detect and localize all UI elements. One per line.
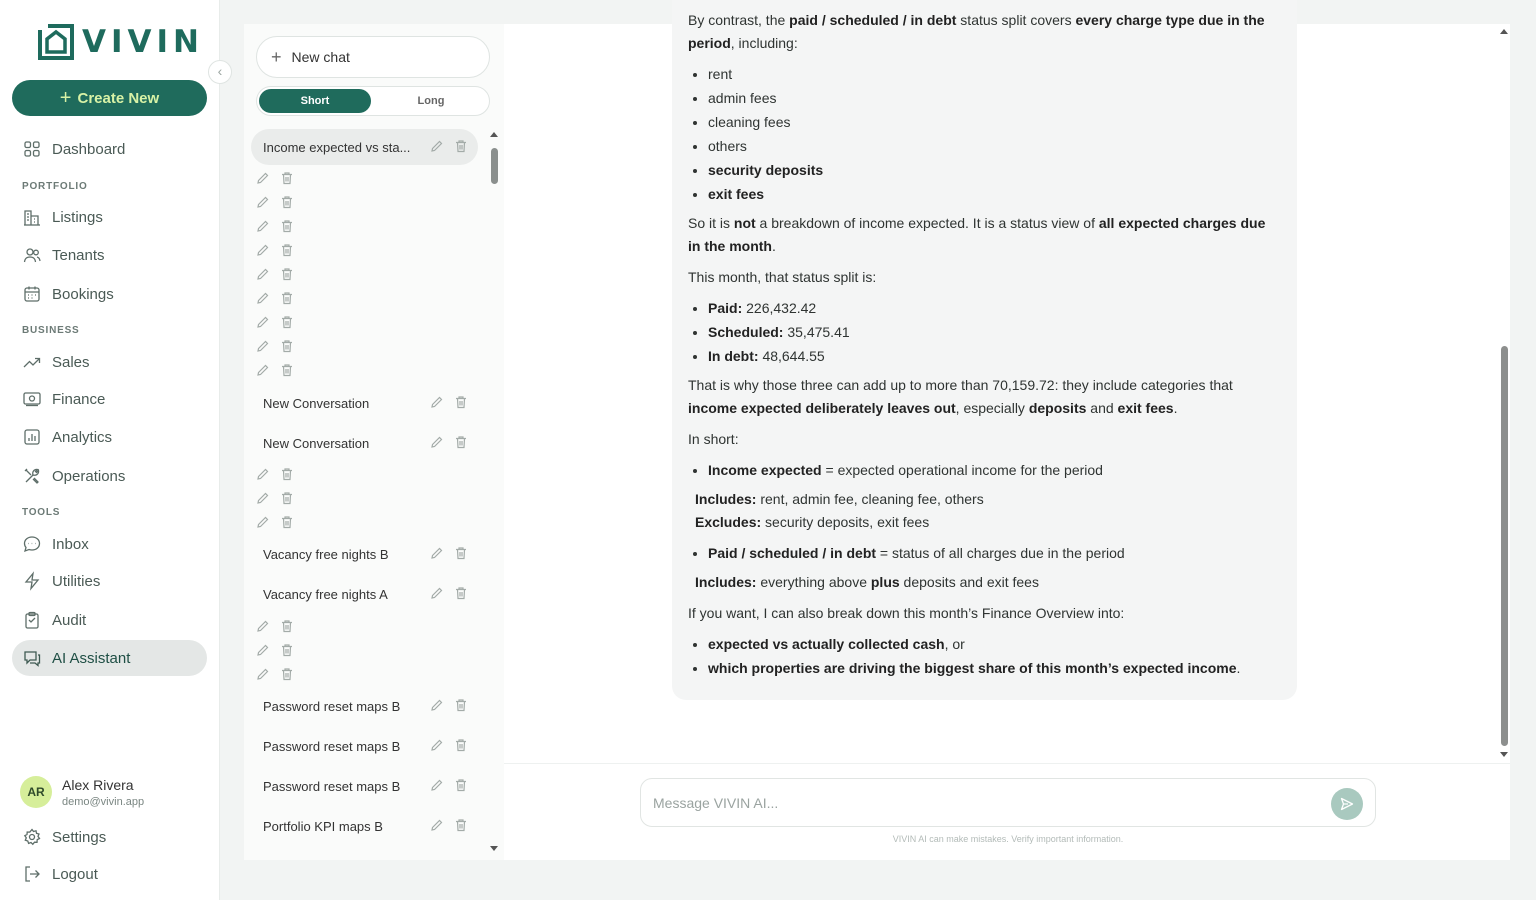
edit-icon[interactable] [256, 363, 270, 377]
trend-up-icon [23, 353, 41, 371]
vivin-logo[interactable] [36, 22, 204, 62]
edit-icon[interactable] [256, 291, 270, 305]
sidebar-item-dashboard[interactable] [12, 131, 207, 167]
sidebar-item-label: AI Assistant [52, 649, 131, 667]
edit-icon[interactable] [430, 435, 444, 449]
edit-icon[interactable] [256, 267, 270, 281]
trash-icon[interactable] [280, 619, 294, 633]
untitled-conversation-row[interactable] [256, 667, 294, 683]
ai-disclaimer: VIVIN AI can make mistakes. Verify important information. [892, 834, 1124, 844]
conversation-item[interactable] [251, 129, 478, 165]
trash-icon[interactable] [454, 139, 468, 153]
conversation-item[interactable] [251, 728, 478, 764]
logo-house-icon [36, 22, 76, 62]
edit-icon[interactable] [430, 738, 444, 752]
assistant-message [672, 0, 1297, 700]
status-scheduled: • Scheduled: 35,475.41 [708, 321, 1281, 344]
conversation-list-scrollbar[interactable] [490, 132, 498, 852]
sidebar-item-sales[interactable] [12, 344, 207, 380]
sidebar-item-audit[interactable] [12, 602, 207, 638]
edit-icon[interactable] [430, 586, 444, 600]
untitled-conversation-row[interactable] [256, 467, 294, 483]
conversation-item[interactable] [251, 808, 478, 844]
sidebar-item-label: Audit [52, 611, 87, 629]
chat-main [504, 12, 1510, 860]
sidebar-item-listings[interactable] [12, 199, 207, 235]
chevron-left-icon: ‹ [217, 63, 223, 79]
settings-label: Settings [52, 828, 107, 846]
edit-icon[interactable] [256, 339, 270, 353]
sidebar-item-finance[interactable] [12, 381, 207, 417]
message-composer [640, 778, 1376, 827]
clipboard-icon [23, 611, 41, 629]
trash-icon[interactable] [280, 339, 294, 353]
trash-icon[interactable] [280, 243, 294, 257]
send-button[interactable] [1331, 788, 1363, 820]
list-item: • Income expected = expected operational income for the period [708, 459, 1281, 482]
trash-icon[interactable] [454, 546, 468, 560]
scrollbar-thumb[interactable] [1501, 346, 1508, 746]
sidebar-item-utilities[interactable] [12, 563, 207, 599]
includes-block: Includes: everything above plus deposits and exit fees [695, 574, 1039, 590]
sidebar-item-label: Sales [52, 353, 90, 371]
list-item: • expected vs actually collected cash, or [708, 633, 1281, 656]
list-item: • which properties are driving the biggest share of this month’s expected income. [708, 657, 1281, 680]
edit-icon[interactable] [256, 467, 270, 481]
message-paragraph: If you want, I can also break down this month’s Finance Overview into: [688, 605, 1125, 621]
message-paragraph: By contrast, the paid / scheduled / in debt status split covers every charge type due in the period, including: [688, 12, 1265, 51]
message-scrollbar[interactable] [1498, 24, 1510, 764]
edit-icon[interactable] [256, 643, 270, 657]
untitled-conversation-row[interactable] [256, 619, 294, 635]
chat-bubble-icon [23, 535, 41, 553]
trash-icon[interactable] [280, 267, 294, 281]
conversation-title: Income expected vs sta... [263, 139, 411, 155]
conversation-title: New Conversation [263, 435, 370, 451]
conversation-title: Password reset maps B [263, 778, 401, 794]
toggle-short[interactable]: Short [259, 89, 371, 113]
sidebar-item-bookings[interactable] [12, 276, 207, 312]
conversation-title: Vacancy free nights B [263, 546, 389, 562]
conversation-item[interactable] [251, 688, 478, 724]
plus-icon: + [271, 47, 282, 67]
send-icon [1340, 797, 1354, 811]
trash-icon[interactable] [454, 698, 468, 712]
conversation-item[interactable] [251, 385, 478, 421]
untitled-conversation-row[interactable] [256, 643, 294, 659]
edit-icon[interactable] [256, 243, 270, 257]
logo-wordmark: VIVIN [82, 24, 204, 60]
toggle-long[interactable]: Long [417, 95, 445, 107]
conversation-title: Vacancy free nights A [263, 586, 388, 602]
conversation-item[interactable] [251, 768, 478, 804]
list-item [708, 0, 1281, 3]
includes-excludes-block: Includes: rent, admin fee, cleaning fee, others Excludes: security deposits, exit fees [695, 491, 984, 530]
user-profile[interactable] [20, 776, 144, 808]
untitled-conversation-row[interactable] [256, 315, 294, 331]
edit-icon[interactable] [256, 515, 270, 529]
edit-icon[interactable] [430, 395, 444, 409]
gear-icon [23, 828, 41, 846]
untitled-conversation-row[interactable] [256, 491, 294, 507]
untitled-conversation-row[interactable] [256, 291, 294, 307]
users-icon [23, 246, 41, 264]
scroll-down-arrow-icon[interactable] [1500, 752, 1508, 757]
message-paragraph: In short: [688, 431, 739, 447]
list-item: • others [708, 135, 1281, 158]
edit-icon[interactable] [256, 491, 270, 505]
trash-icon[interactable] [280, 195, 294, 209]
untitled-conversation-row[interactable] [256, 339, 294, 355]
edit-icon[interactable] [430, 818, 444, 832]
list-item: • cleaning fees [708, 111, 1281, 134]
conversation-item[interactable] [251, 576, 478, 612]
sidebar-item-label: Tenants [52, 246, 105, 264]
response-length-toggle [256, 86, 490, 116]
edit-icon[interactable] [430, 546, 444, 560]
sidebar-item-label: Inbox [52, 535, 89, 553]
list-item: • rent [708, 63, 1281, 86]
trash-icon[interactable] [280, 643, 294, 657]
trash-icon[interactable] [280, 467, 294, 481]
edit-icon[interactable] [430, 139, 444, 153]
untitled-conversation-row[interactable] [256, 195, 294, 211]
scrollbar-thumb[interactable] [491, 148, 498, 184]
plus-icon: + [59, 87, 72, 109]
conversation-list-panel [244, 24, 504, 860]
sidebar-item-label: Finance [52, 390, 106, 408]
list-item: • security deposits [708, 159, 1281, 182]
sidebar-item-inbox[interactable] [12, 526, 207, 562]
tools-icon [23, 467, 41, 485]
sidebar-item-operations[interactable] [12, 458, 207, 494]
new-chat-button[interactable] [256, 36, 490, 78]
trash-icon[interactable] [280, 171, 294, 185]
user-name: Alex Rivera [62, 776, 134, 793]
conversation-item[interactable] [251, 425, 478, 461]
edit-icon[interactable] [256, 619, 270, 633]
sidebar-item-label: Listings [52, 208, 103, 226]
untitled-conversation-row[interactable] [256, 515, 294, 531]
trash-icon[interactable] [280, 667, 294, 681]
scroll-up-arrow-icon[interactable] [490, 132, 498, 137]
scroll-up-arrow-icon[interactable] [1500, 29, 1508, 34]
untitled-conversation-row[interactable] [256, 267, 294, 283]
banknote-icon [23, 390, 41, 408]
edit-icon[interactable] [256, 315, 270, 329]
message-paragraph: That is why those three can add up to more than 70,159.72: they include categories that income expected deliberately leaves out, especially deposits and exit fees. [688, 377, 1233, 416]
trash-icon[interactable] [280, 491, 294, 505]
calendar-icon [23, 285, 41, 303]
grid-icon [23, 140, 41, 158]
conversation-item[interactable] [251, 536, 478, 572]
untitled-conversation-row[interactable] [256, 243, 294, 259]
scroll-down-arrow-icon[interactable] [490, 846, 498, 851]
user-email: demo@vivin.app [62, 795, 145, 808]
edit-icon[interactable] [256, 667, 270, 681]
section-label-portfolio: PORTFOLIO [22, 181, 88, 192]
edit-icon[interactable] [256, 171, 270, 185]
lightning-icon [23, 572, 41, 590]
status-in-debt: • In debt: 48,644.55 [708, 345, 1281, 368]
status-paid: • Paid: 226,432.42 [708, 297, 1281, 320]
avatar: AR [20, 776, 52, 808]
trash-icon[interactable] [454, 738, 468, 752]
logout-link[interactable] [12, 856, 207, 892]
edit-icon[interactable] [430, 698, 444, 712]
sidebar-item-label: Dashboard [52, 140, 126, 158]
conversation-title: New Conversation [263, 395, 370, 411]
list-item: • admin fees [708, 87, 1281, 110]
list-item: • Paid / scheduled / in debt = status of all charges due in the period [708, 542, 1281, 565]
conversation-title: Password reset maps B [263, 698, 401, 714]
list-item: • exit fees [708, 183, 1281, 206]
message-paragraph: So it is not a breakdown of income expected. It is a status view of all expected charges due in the month. [688, 215, 1266, 254]
main-sidebar [0, 0, 220, 900]
logout-icon [23, 865, 41, 883]
trash-icon[interactable] [280, 315, 294, 329]
sidebar-item-label: Utilities [52, 572, 101, 590]
section-label-business: BUSINESS [22, 325, 80, 336]
sidebar-item-tenants[interactable] [12, 237, 207, 273]
trash-icon[interactable] [280, 291, 294, 305]
untitled-conversation-row[interactable] [256, 171, 294, 187]
trash-icon[interactable] [454, 435, 468, 449]
create-new-label: Create New [77, 89, 160, 107]
trash-icon[interactable] [280, 515, 294, 529]
create-new-button[interactable] [12, 80, 207, 116]
sidebar-item-analytics[interactable] [12, 419, 207, 455]
settings-link[interactable] [12, 819, 207, 855]
ai-chat-icon [23, 649, 41, 667]
sidebar-item-label: Operations [52, 467, 126, 485]
new-chat-label: New chat [291, 49, 350, 65]
trash-icon[interactable] [454, 818, 468, 832]
trash-icon[interactable] [280, 219, 294, 233]
message-input[interactable] [653, 791, 1313, 815]
section-label-tools: TOOLS [22, 507, 61, 518]
sidebar-item-ai-assistant[interactable] [12, 640, 207, 676]
edit-icon[interactable] [256, 195, 270, 209]
edit-icon[interactable] [430, 778, 444, 792]
message-scroll-area[interactable] [504, 12, 1510, 764]
trash-icon[interactable] [280, 363, 294, 377]
conversation-title: Portfolio KPI maps B [263, 818, 383, 834]
sidebar-item-label: Bookings [52, 285, 114, 303]
collapse-sidebar-button[interactable] [208, 60, 232, 84]
building-icon [23, 208, 41, 226]
trash-icon[interactable] [454, 778, 468, 792]
edit-icon[interactable] [256, 219, 270, 233]
conversation-title: Password reset maps B [263, 738, 401, 754]
bar-chart-icon [23, 428, 41, 446]
sidebar-item-label: Analytics [52, 428, 113, 446]
message-paragraph: This month, that status split is: [688, 269, 877, 285]
trash-icon[interactable] [454, 395, 468, 409]
untitled-conversation-row[interactable] [256, 363, 294, 379]
untitled-conversation-row[interactable] [256, 219, 294, 235]
logout-label: Logout [52, 865, 98, 883]
trash-icon[interactable] [454, 586, 468, 600]
